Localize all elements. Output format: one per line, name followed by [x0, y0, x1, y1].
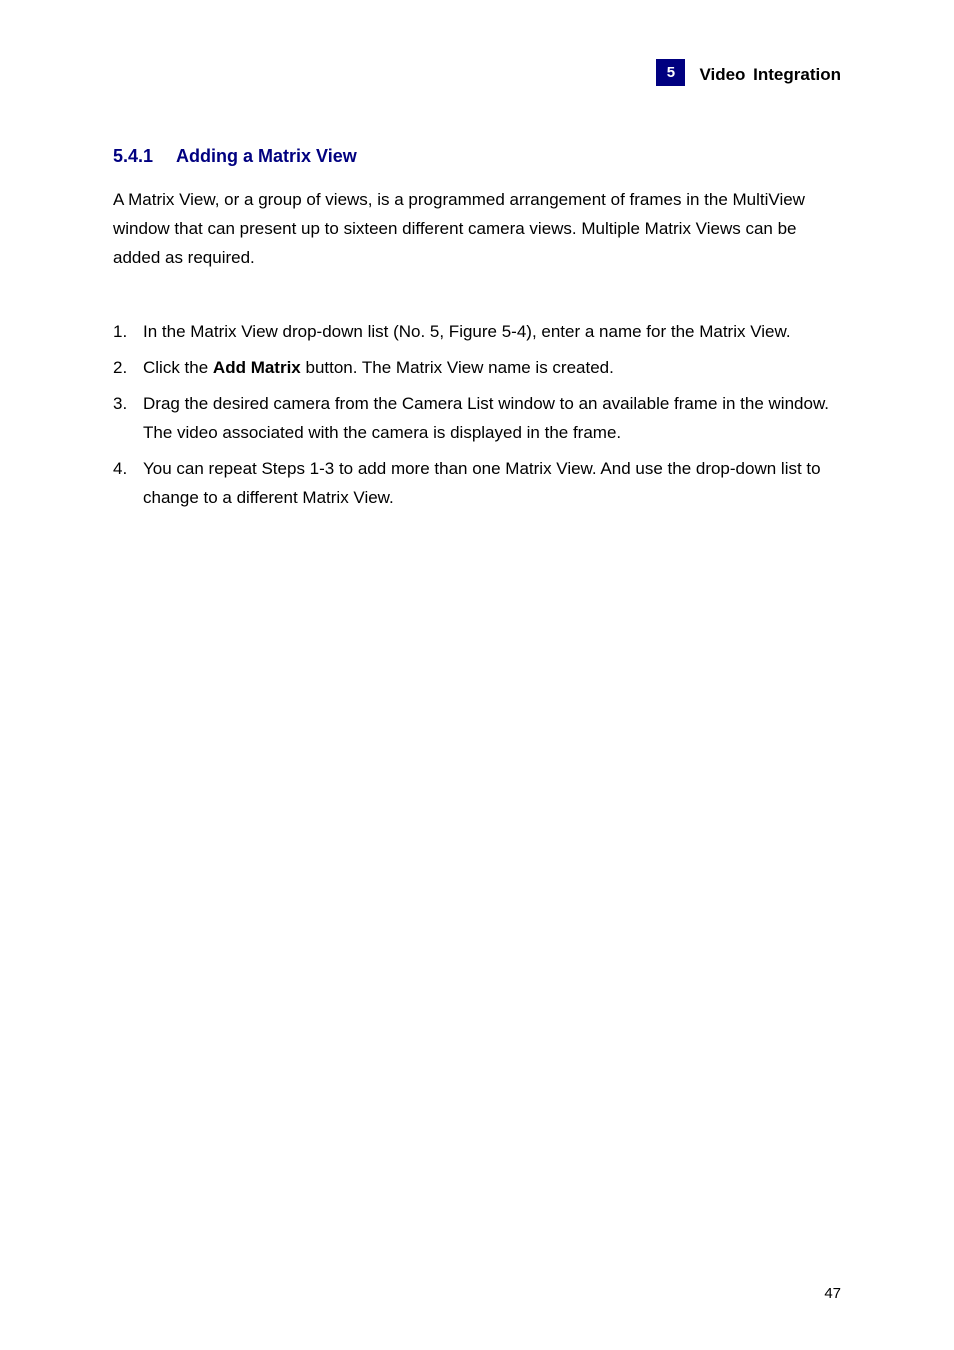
intro-paragraph: A Matrix View, or a group of views, is a programmed arrangement of frames in the MultiView window that can present up to sixteen different camera views. Multiple Matrix Views can be added as required.	[113, 190, 805, 267]
page-number: 47	[824, 1285, 841, 1302]
list-item	[113, 454, 848, 512]
page-header	[656, 61, 841, 86]
step-number: 1.	[113, 322, 128, 341]
step-number: 4.	[113, 459, 128, 478]
step-number: 2.	[113, 358, 128, 377]
list-item	[113, 353, 848, 382]
add-matrix-label: Add Matrix	[212, 358, 301, 377]
list-item	[113, 389, 848, 447]
step-text	[143, 353, 848, 382]
section-title: Adding a Matrix View	[176, 146, 357, 166]
section-heading	[113, 146, 357, 167]
step-text: Drag the desired camera from the Camera List window to an available frame in the window. The video associated with the camera is displayed in the frame.	[143, 394, 830, 442]
step-text-before: Click the	[143, 358, 213, 377]
step-text-after: button. The Matrix View name is created.	[300, 358, 614, 377]
section-number: 5.4.1	[113, 146, 154, 166]
step-text: In the Matrix View drop-down list (No. 5, Figure 5-4), enter a name for the Matrix View.	[143, 322, 791, 341]
chapter-number-badge: 5	[656, 59, 685, 86]
list-item	[113, 317, 848, 346]
steps-list	[113, 317, 848, 519]
step-number: 3.	[113, 394, 128, 413]
chapter-title: Video Integration	[699, 65, 841, 84]
step-text: You can repeat Steps 1-3 to add more than one Matrix View. And use the drop-down list to change to a different Matrix View.	[143, 459, 821, 507]
